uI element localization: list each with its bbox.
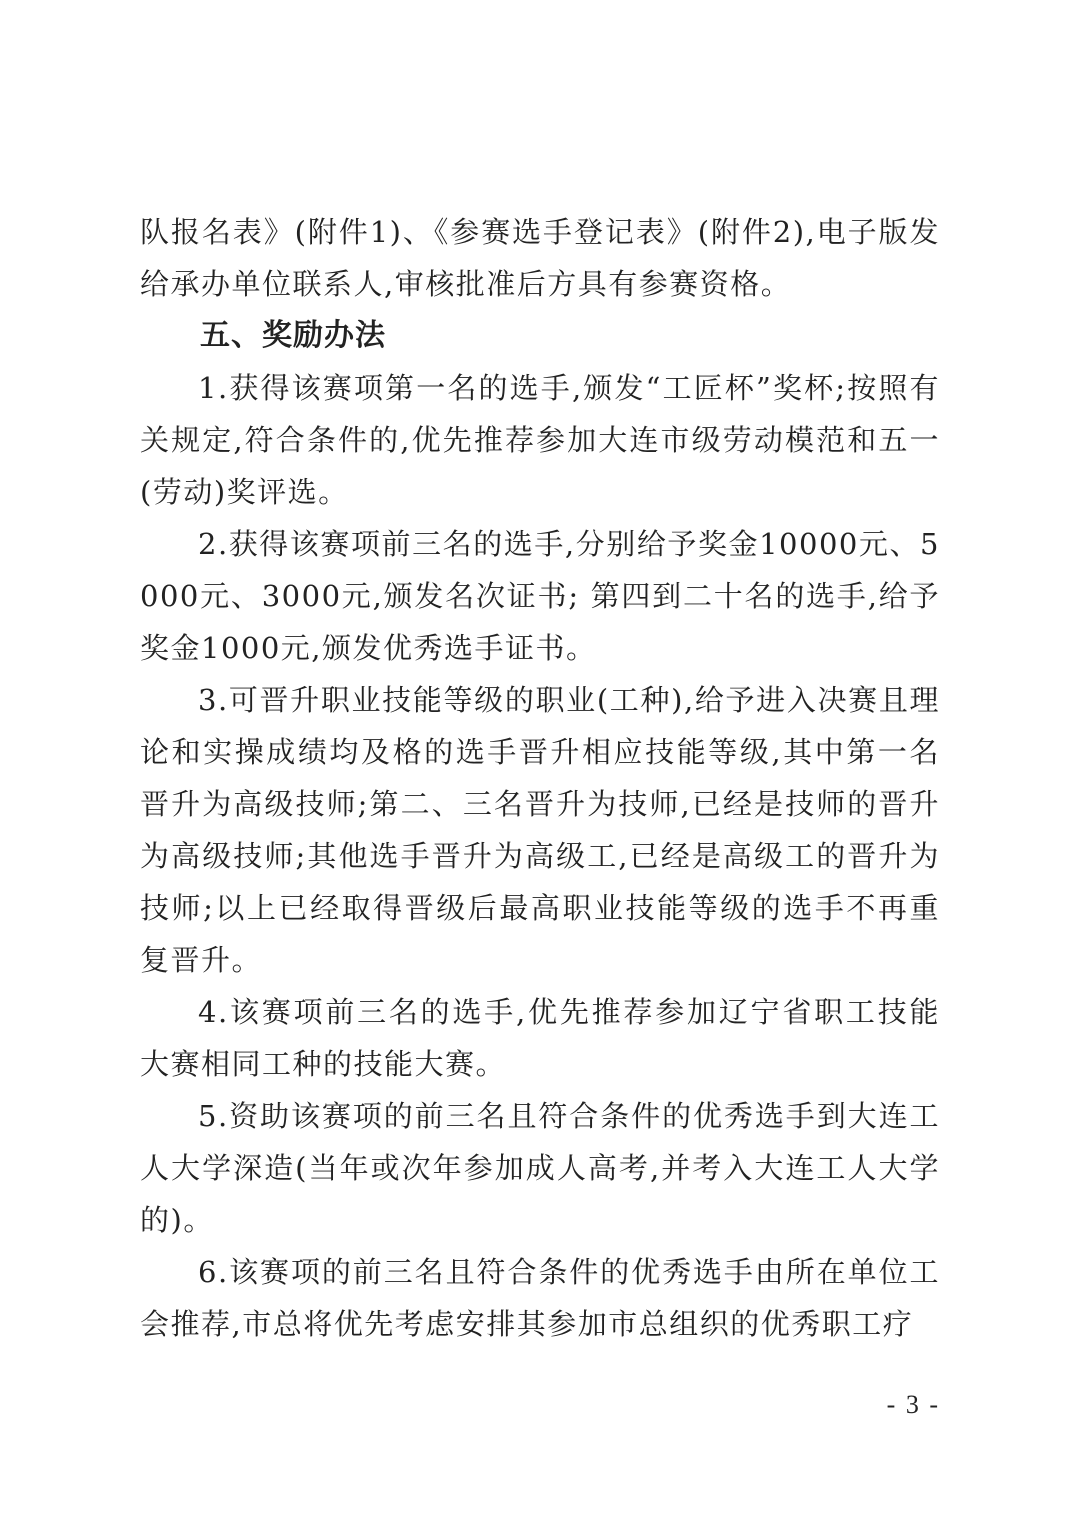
document-body — [140, 206, 940, 1350]
section-title: 五、奖励办法 — [200, 318, 386, 353]
award-item-5: 5.资助该赛项的前三名且符合条件的优秀选手到大连工人大学深造(当年或次年参加成人高考,并考入大连工人大学的)。 — [140, 1099, 940, 1237]
award-item-6: 6.该赛项的前三名且符合条件的优秀选手由所在单位工会推荐,市总将优先考虑安排其参加市总组织的优秀职工疗 — [140, 1255, 940, 1341]
award-item-2: 2.获得该赛项前三名的选手,分别给予奖金10000元、5000元、3000元,颁发名次证书; 第四到二十名的选手,给予奖金1000元,颁发优秀选手证书。 — [140, 527, 940, 665]
award-item-4: 4.该赛项前三名的选手,优先推荐参加辽宁省职工技能大赛相同工种的技能大赛。 — [140, 995, 940, 1081]
continued-paragraph: 队报名表》(附件1)、《参赛选手登记表》(附件2),电子版发给承办单位联系人,审核批准后方具有参赛资格。 — [140, 215, 940, 301]
award-item-3: 3.可晋升职业技能等级的职业(工种),给予进入决赛且理论和实操成绩均及格的选手晋升相应技能等级,其中第一名晋升为高级技师;第二、三名晋升为技师,已经是技师的晋升为高级技师;其他选手晋升为高级工,已经是高级工的晋升为技师;以上已经取得晋级后最高职业技能等级的选手不再重复晋升。 — [140, 683, 940, 977]
award-item-1: 1.获得该赛项第一名的选手,颁发“工匠杯”奖杯;按照有关规定,符合条件的,优先推荐参加大连市级劳动模范和五一(劳动)奖评选。 — [140, 371, 940, 509]
page-number: - 3 - — [886, 1390, 940, 1419]
